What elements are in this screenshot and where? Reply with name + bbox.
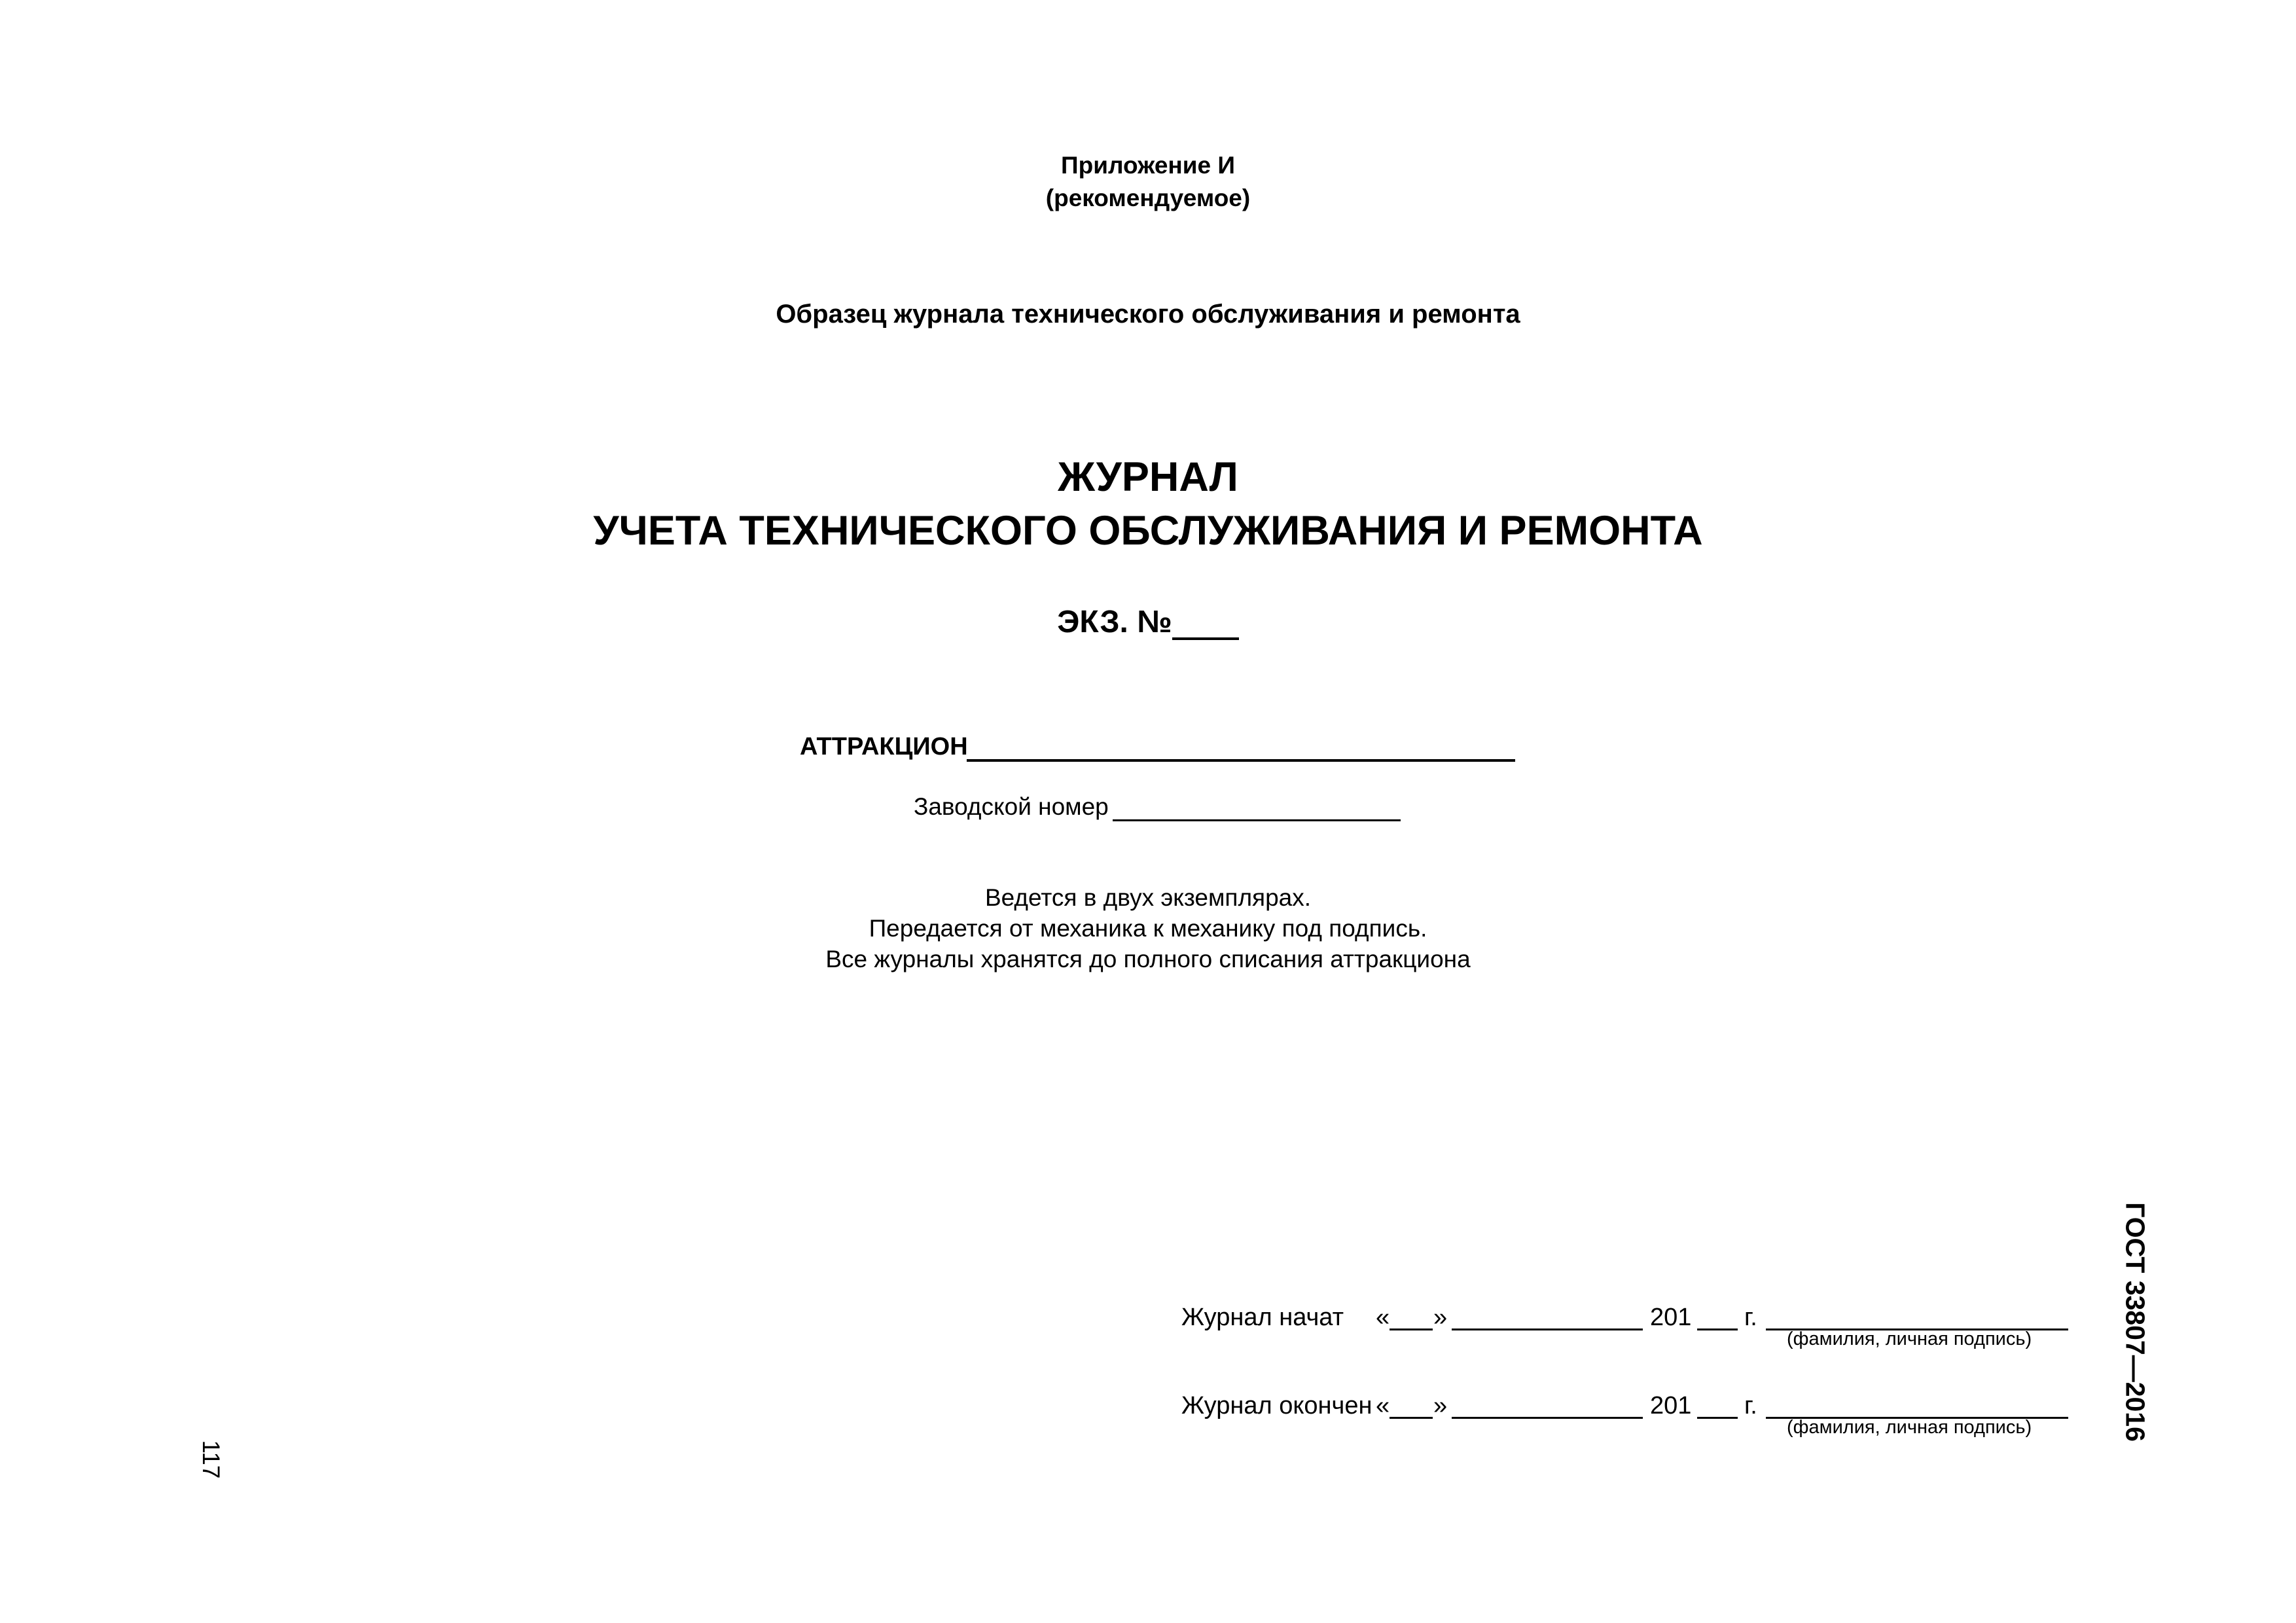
journal-ended-label: Журнал окончен [1181,1392,1372,1419]
appendix-heading [0,149,2296,215]
sample-title: Образец журнала технического обслуживания и ремонта [776,300,1520,329]
month-blank [1452,1329,1643,1330]
page-number: 117 [198,1440,224,1479]
year-blank [1697,1417,1738,1419]
year-suffix: г. [1744,1392,1757,1419]
year-prefix: 201 [1650,1392,1692,1419]
note-line: Передается от механика к механику под подпись. [869,915,1427,942]
factory-number-field [914,793,1109,821]
day-blank [1390,1417,1433,1419]
journal-started-label: Журнал начат [1181,1304,1344,1331]
attraction-blank-line [967,759,1515,762]
year-blank [1697,1329,1738,1330]
journal-title [0,450,2296,558]
close-quote: » [1433,1392,1448,1419]
year-suffix: г. [1744,1304,1757,1331]
month-blank [1452,1417,1643,1419]
signature-caption: (фамилия, личная подпись) [1787,1329,2032,1349]
attraction-field [800,733,968,761]
signature-caption: (фамилия, личная подпись) [1787,1417,2032,1438]
notes-block [0,882,2296,974]
appendix-status: (рекомендуемое) [1045,185,1251,211]
factory-number-label: Заводской номер [914,793,1109,820]
factory-number-blank-line [1113,819,1401,821]
copy-number [0,603,2296,640]
standard-code: ГОСТ 33807—2016 [2120,1202,2151,1442]
open-quote: « [1376,1392,1390,1419]
journal-title-line2: УЧЕТА ТЕХНИЧЕСКОГО ОБСЛУЖИВАНИЯ И РЕМОНТА [593,508,1703,554]
copy-number-label: ЭКЗ. № [1057,605,1172,639]
appendix-label: Приложение И [1061,152,1235,179]
close-quote: » [1433,1304,1448,1331]
open-quote: « [1376,1304,1390,1331]
day-blank [1390,1329,1433,1330]
year-prefix: 201 [1650,1304,1692,1331]
note-line: Все журналы хранятся до полного списания аттракциона [825,946,1471,972]
attraction-label: АТТРАКЦИОН [800,733,968,760]
copy-number-blank [1172,603,1239,640]
note-line: Ведется в двух экземплярах. [984,884,1312,911]
journal-title-line1: ЖУРНАЛ [1058,454,1238,500]
